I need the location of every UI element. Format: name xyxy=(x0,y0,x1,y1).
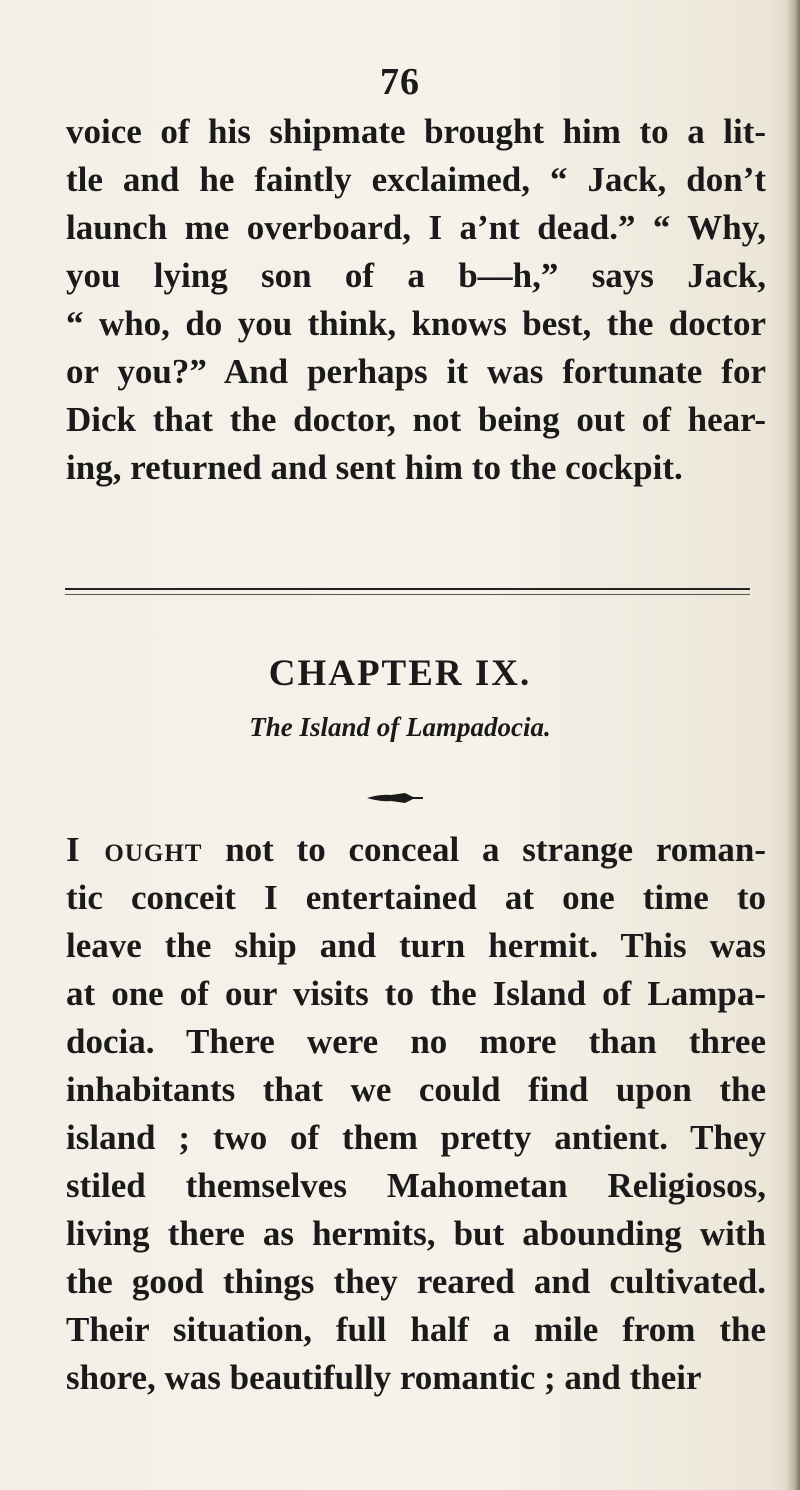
page-edge-shadow xyxy=(786,0,800,1490)
text-line: docia. There were no more than three xyxy=(66,1022,766,1061)
chapter-divider-rule xyxy=(65,588,750,590)
page-number: 76 xyxy=(380,61,420,103)
text-line: voice of his shipmate brought him to a lit- xyxy=(66,112,766,151)
text-line-first xyxy=(66,826,766,874)
text-line: living there as hermits, but abounding with xyxy=(66,1214,766,1253)
chapter-title: CHAPTER IX. xyxy=(268,653,532,694)
text-line: “ who, do you think, knows best, the doctor xyxy=(66,304,766,343)
text-line: ing, returned and sent him to the cockpit. xyxy=(66,448,683,487)
text-line: island ; two of them pretty antient. They xyxy=(66,1118,766,1157)
continued-paragraph xyxy=(66,108,766,492)
text-line: inhabitants that we could find upon the xyxy=(66,1070,766,1109)
new-paragraph xyxy=(66,826,766,1402)
text-line: tic conceit I entertained at one time to xyxy=(66,878,766,917)
chapter-divider-rule-thin xyxy=(65,594,750,595)
text-line: at one of our visits to the Island of Lampa- xyxy=(66,974,766,1013)
text-line: you lying son of a b—h,” says Jack, xyxy=(66,256,766,295)
text-line: leave the ship and turn hermit. This was xyxy=(66,926,766,965)
text-line: shore, was beautifully romantic ; and their xyxy=(66,1358,702,1397)
first-line-rest: not to conceal a strange roman- xyxy=(202,830,766,869)
ornament-icon xyxy=(365,790,425,806)
text-line: launch me overboard, I a’nt dead.” “ Why, xyxy=(66,208,766,247)
text-line: tle and he faintly exclaimed, “ Jack, don’t xyxy=(66,160,766,199)
text-line: Dick that the doctor, not being out of hear- xyxy=(66,400,766,439)
chapter-subtitle: The Island of Lampadocia. xyxy=(249,712,551,742)
text-line: stiled themselves Mahometan Religiosos, xyxy=(66,1166,766,1205)
drop-small-caps: I ought xyxy=(66,830,203,869)
text-line: the good things they reared and cultivated. xyxy=(66,1262,766,1301)
text-line: or you?” And perhaps it was fortunate for xyxy=(66,352,766,391)
text-line: Their situation, full half a mile from the xyxy=(66,1310,766,1349)
